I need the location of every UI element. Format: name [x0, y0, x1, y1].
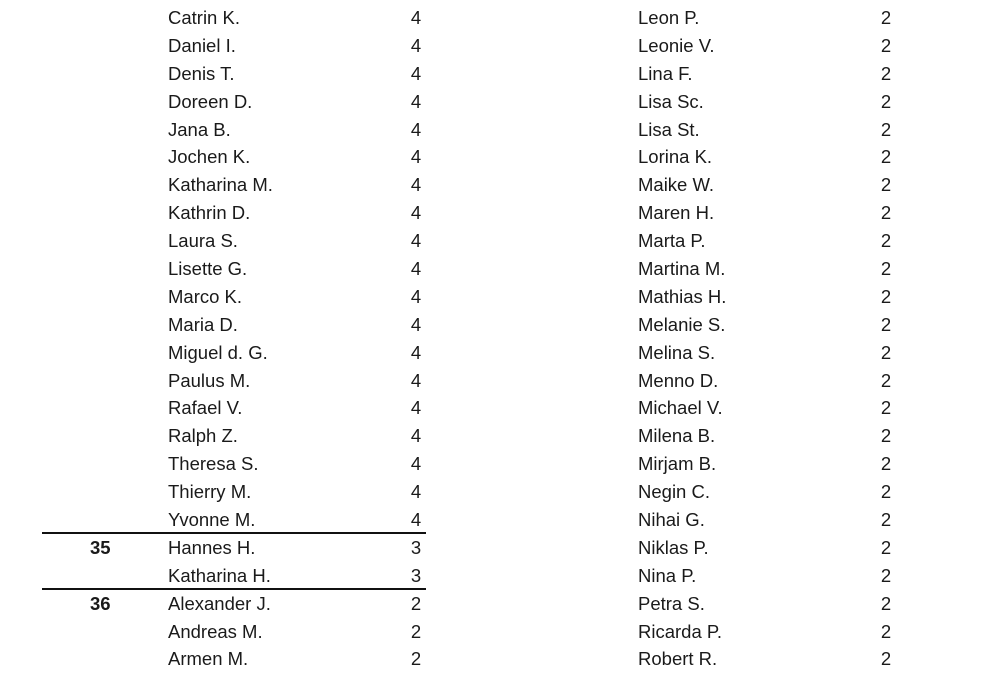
table-row — [630, 283, 900, 311]
table-row — [42, 227, 426, 255]
name-cell: Marta P. — [638, 230, 706, 252]
score-cell: 2 — [880, 118, 892, 140]
score-cell: 4 — [410, 509, 422, 531]
score-cell: 2 — [880, 90, 892, 112]
score-cell: 4 — [410, 230, 422, 252]
table-row — [630, 32, 900, 60]
name-cell: Thierry M. — [168, 481, 252, 503]
name-cell: Negin C. — [638, 481, 710, 503]
table-row — [42, 367, 426, 395]
table-row — [42, 645, 426, 673]
score-cell: 4 — [410, 481, 422, 503]
table-row — [42, 339, 426, 367]
score-cell: 2 — [410, 592, 422, 614]
score-cell: 4 — [410, 453, 422, 475]
name-cell: Lisa Sc. — [638, 90, 704, 112]
name-cell: Petra S. — [638, 592, 705, 614]
table-row — [630, 450, 900, 478]
score-cell: 2 — [880, 536, 892, 558]
name-cell: Lisette G. — [168, 258, 248, 280]
ranking-table-right — [630, 4, 900, 673]
score-cell: 2 — [880, 34, 892, 56]
score-cell: 2 — [880, 592, 892, 614]
table-row — [630, 534, 900, 562]
name-cell: Lorina K. — [638, 146, 713, 168]
name-cell: Paulus M. — [168, 369, 251, 391]
score-cell: 2 — [880, 481, 892, 503]
table-row — [42, 311, 426, 339]
name-cell: Kathrin D. — [168, 202, 251, 224]
name-cell: Daniel I. — [168, 34, 236, 56]
table-row — [42, 116, 426, 144]
table-row — [42, 143, 426, 171]
table-row — [630, 227, 900, 255]
score-cell: 4 — [410, 425, 422, 447]
table-row — [42, 394, 426, 422]
table-row — [630, 116, 900, 144]
name-cell: Niklas P. — [638, 536, 709, 558]
name-cell: Lisa St. — [638, 118, 700, 140]
table-row — [630, 367, 900, 395]
score-cell: 2 — [880, 313, 892, 335]
table-row — [630, 88, 900, 116]
score-cell: 2 — [880, 146, 892, 168]
score-cell: 4 — [410, 341, 422, 363]
name-cell: Andreas M. — [168, 620, 263, 642]
table-row — [42, 590, 426, 618]
table-row — [42, 478, 426, 506]
rank-cell: 36 — [90, 592, 111, 614]
score-cell: 4 — [410, 285, 422, 307]
table-row — [630, 60, 900, 88]
table-row — [630, 4, 900, 32]
name-cell: Melina S. — [638, 341, 716, 363]
score-cell: 2 — [880, 285, 892, 307]
name-cell: Menno D. — [638, 369, 719, 391]
score-cell: 2 — [880, 230, 892, 252]
table-row — [42, 88, 426, 116]
name-cell: Armen M. — [168, 648, 249, 670]
score-cell: 2 — [410, 648, 422, 670]
name-cell: Melanie S. — [638, 313, 726, 335]
score-cell: 2 — [880, 620, 892, 642]
name-cell: Martina M. — [638, 258, 726, 280]
name-cell: Marco K. — [168, 285, 243, 307]
table-row — [42, 422, 426, 450]
score-cell: 4 — [410, 258, 422, 280]
table-row — [630, 143, 900, 171]
table-row — [630, 171, 900, 199]
table-row — [42, 199, 426, 227]
table-row — [42, 450, 426, 478]
name-cell: Mirjam B. — [638, 453, 717, 475]
score-cell: 4 — [410, 174, 422, 196]
score-cell: 2 — [880, 397, 892, 419]
score-cell: 2 — [880, 453, 892, 475]
table-row — [42, 506, 426, 534]
name-cell: Michael V. — [638, 397, 723, 419]
name-cell: Leonie V. — [638, 34, 715, 56]
name-cell: Nina P. — [638, 564, 697, 586]
score-cell: 4 — [410, 369, 422, 391]
name-cell: Ricarda P. — [638, 620, 722, 642]
score-cell: 4 — [410, 146, 422, 168]
name-cell: Jochen K. — [168, 146, 251, 168]
table-row — [630, 311, 900, 339]
table-row — [630, 339, 900, 367]
ranking-table-left — [42, 4, 426, 673]
table-row — [42, 32, 426, 60]
score-cell: 4 — [410, 90, 422, 112]
name-cell: Robert R. — [638, 648, 718, 670]
name-cell: Maria D. — [168, 313, 238, 335]
name-cell: Jana B. — [168, 118, 231, 140]
score-cell: 3 — [410, 564, 422, 586]
score-cell: 4 — [410, 62, 422, 84]
rank-cell: 35 — [90, 536, 111, 558]
score-cell: 2 — [880, 341, 892, 363]
table-row — [42, 562, 426, 590]
table-row — [630, 590, 900, 618]
name-cell: Katharina H. — [168, 564, 271, 586]
table-row — [42, 255, 426, 283]
score-cell: 4 — [410, 7, 422, 28]
table-row — [42, 60, 426, 88]
score-cell: 2 — [880, 62, 892, 84]
table-row — [630, 478, 900, 506]
table-row — [42, 534, 426, 562]
table-row — [42, 283, 426, 311]
score-cell: 4 — [410, 202, 422, 224]
name-cell: Rafael V. — [168, 397, 243, 419]
table-row — [630, 394, 900, 422]
name-cell: Yvonne M. — [168, 509, 256, 531]
name-cell: Miguel d. G. — [168, 341, 268, 363]
score-cell: 4 — [410, 118, 422, 140]
table-row — [42, 618, 426, 646]
score-cell: 2 — [880, 648, 892, 670]
name-cell: Leon P. — [638, 7, 700, 28]
table-row — [42, 171, 426, 199]
name-cell: Milena B. — [638, 425, 716, 447]
name-cell: Lina F. — [638, 62, 693, 84]
name-cell: Laura S. — [168, 230, 238, 252]
table-row — [630, 255, 900, 283]
score-cell: 4 — [410, 34, 422, 56]
name-cell: Catrin K. — [168, 7, 240, 28]
score-cell: 2 — [880, 425, 892, 447]
name-cell: Theresa S. — [168, 453, 259, 475]
table-row — [630, 645, 900, 673]
name-cell: Denis T. — [168, 62, 235, 84]
score-cell: 2 — [880, 7, 892, 28]
score-cell: 2 — [880, 369, 892, 391]
table-row — [630, 422, 900, 450]
table-row — [630, 618, 900, 646]
name-cell: Mathias H. — [638, 285, 727, 307]
name-cell: Doreen D. — [168, 90, 253, 112]
score-cell: 2 — [880, 174, 892, 196]
score-cell: 4 — [410, 397, 422, 419]
name-cell: Maren H. — [638, 202, 715, 224]
score-cell: 2 — [880, 202, 892, 224]
score-cell: 3 — [410, 536, 422, 558]
name-cell: Alexander J. — [168, 592, 271, 614]
table-row — [630, 506, 900, 534]
table-row — [42, 4, 426, 32]
name-cell: Katharina M. — [168, 174, 273, 196]
score-cell: 2 — [410, 620, 422, 642]
name-cell: Nihai G. — [638, 509, 705, 531]
table-row — [630, 562, 900, 590]
score-cell: 2 — [880, 258, 892, 280]
score-cell: 2 — [880, 509, 892, 531]
score-cell: 2 — [880, 564, 892, 586]
name-cell: Maike W. — [638, 174, 715, 196]
name-cell: Hannes H. — [168, 536, 256, 558]
name-cell: Ralph Z. — [168, 425, 238, 447]
table-row — [630, 199, 900, 227]
score-cell: 4 — [410, 313, 422, 335]
